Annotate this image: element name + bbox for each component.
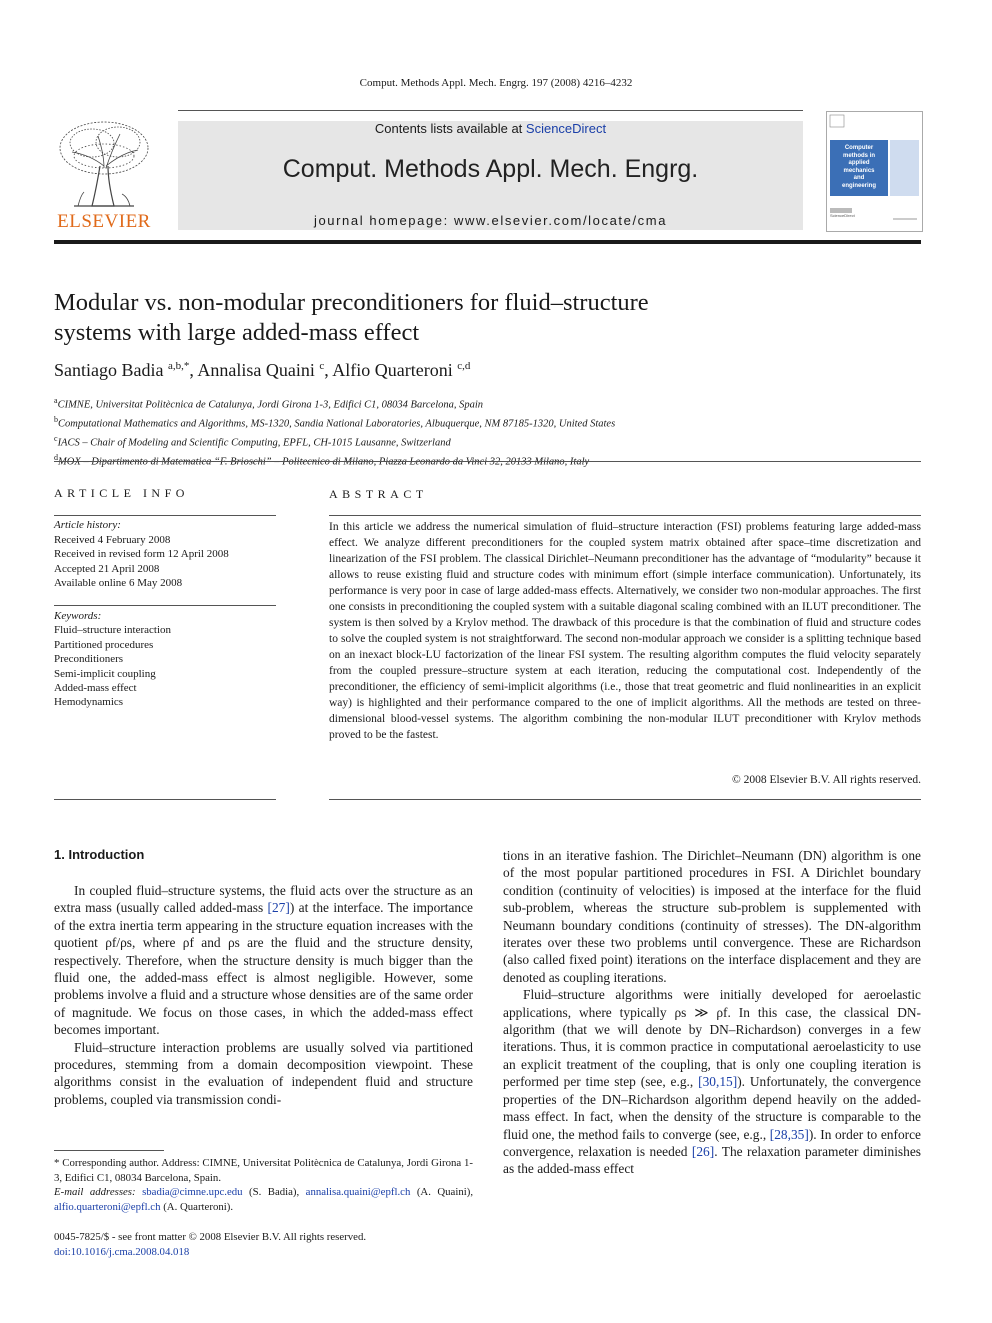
paragraph: tions in an iterative fashion. The Dirichlet–Neumann (DN) algorithm is one of the most popular partitioned procedures in FSI. A Dirichlet boundary condition (continuity of velocities) is imposed at the interface for the fluid sub-problem, whereas the structure sub-problem is supplemented with Neumann boundary conditions (continuity of stresses). The DN-algorithm iterates over these two problems until convergence. These are Richardson (also called fixed point) iterations on the interface displacement and they are denoted as coupling iterations. bbox=[503, 848, 921, 985]
running-head: Comput. Methods Appl. Mech. Engrg. 197 (2008) 4216–4232 bbox=[359, 77, 633, 89]
cover-title-line: engineering bbox=[841, 182, 876, 189]
cover-title-line: mechanics bbox=[843, 167, 875, 174]
author-affil-mark[interactable]: c,d bbox=[457, 360, 471, 372]
cover-title bbox=[830, 145, 888, 190]
history-item: Received in revised form 12 April 2008 bbox=[54, 548, 229, 560]
email-owner: (A. Quaini), bbox=[416, 1186, 474, 1198]
keywords bbox=[54, 609, 276, 710]
keyword-item: Semi-implicit coupling bbox=[54, 667, 156, 680]
affiliation-mark: b bbox=[54, 415, 58, 424]
affiliations bbox=[54, 394, 921, 470]
journal-name: Comput. Methods Appl. Mech. Engrg. bbox=[282, 155, 699, 183]
keyword-item: Hemodynamics bbox=[54, 696, 124, 709]
doi-link[interactable]: doi:10.1016/j.cma.2008.04.018 bbox=[54, 1245, 190, 1258]
divider bbox=[329, 515, 921, 516]
author-name[interactable]: Santiago Badia bbox=[54, 360, 164, 380]
author-name[interactable]: Alfio Quarteroni bbox=[332, 360, 453, 380]
abstract-heading: ABSTRACT bbox=[329, 487, 428, 501]
header-thick-rule bbox=[54, 240, 921, 244]
citation-link[interactable]: [27] bbox=[267, 900, 290, 916]
header-rule bbox=[178, 110, 803, 111]
author-affil-mark[interactable]: c bbox=[319, 360, 325, 372]
history-item: Received 4 February 2008 bbox=[54, 533, 171, 546]
affiliation-text: Computational Mathematics and Algorithms, MS-1320, Sandia National Laboratories, Albuquerque, NM 87185-1320, United States bbox=[58, 418, 616, 430]
affiliation-mark: d bbox=[54, 453, 58, 462]
citation-link[interactable]: [28,35] bbox=[769, 1126, 809, 1142]
cover-title-line: Computer bbox=[844, 145, 874, 151]
email-link[interactable]: alfio.quarteroni@epfl.ch bbox=[54, 1200, 161, 1213]
affiliation-text: CIMNE, Universitat Politècnica de Catalunya, Jordi Girona 1-3, Edifici C1, 08034 Barcelona, Spain bbox=[57, 399, 484, 411]
history-item: Available online 6 May 2008 bbox=[54, 577, 183, 589]
footnote-rule bbox=[54, 1150, 164, 1151]
affiliation-mark: a bbox=[54, 396, 58, 405]
affiliation-item bbox=[54, 432, 921, 451]
footnote bbox=[54, 1156, 473, 1214]
corresponding-author-note: * Corresponding author. Address: CIMNE, Universitat Politècnica de Catalunya, Jordi Girona 1-3, Edifici C1, 08034 Barcelona, Spain. bbox=[54, 1157, 473, 1184]
history-label: Article history: bbox=[54, 519, 121, 531]
email-link[interactable]: annalisa.quaini@epfl.ch bbox=[305, 1186, 411, 1198]
article-history bbox=[54, 518, 276, 591]
cover-title-line: applied bbox=[848, 160, 870, 166]
elsevier-wordmark: ELSEVIER bbox=[57, 211, 151, 232]
cover-badge: ScienceDirect bbox=[830, 213, 855, 218]
email-link[interactable]: sbadia@cimne.upc.edu bbox=[142, 1186, 243, 1198]
contents-line bbox=[178, 121, 803, 136]
article-title bbox=[54, 288, 754, 348]
affiliation-text: IACS – Chair of Modeling and Scientific Computing, EPFL, CH-1015 Lausanne, Switzerland bbox=[57, 437, 451, 449]
body-column-left bbox=[54, 882, 473, 1108]
contents-prefix: Contents lists available at bbox=[374, 121, 526, 136]
tree-icon bbox=[54, 118, 154, 213]
abstract-text: In this article we address the numerical simulation of fluid–structure interaction (FSI) problems featuring large added-mass effect. We analyze different preconditioners for the coupled system matrix obtained after space–time discretization and linearization of the FSI problem. The classical Dirichlet–Neumann preconditioner has the advantage of “modularity” because it allows to reuse existing fluid and structure codes with minimum effort (simple interface communication). Unfortunately, its performance is very poor in case of large added-mass effects. Alternatively, we consider two non-modular approaches. The first one consists in preconditioning the coupled system with a suitable diagonal scaling combined with an ILUT preconditioner. The system is then solved by a Krylov method. The drawback of this procedure is that the combination of fluid and structure codes to solve the coupled system is not straightforward. The second non-modular approach we consider is a splitting technique based on an inexact block-LU factorization of the linear FSI system. The resulting algorithm computes the fluid velocity separately from the coupled pressure–structure system at each iteration, reducing the computational cost. Independently of the preconditioner, the efficiency of semi-implicit algorithms (i.e., those that treat geometric and fluid nonlinearities in an explicit way) is highlighted and their performance compared to the one of implicit algorithms. All the methods are tested on three-dimensional blood-vessel systems. The algorithm combining the non-modular ILUT preconditioner with Krylov methods proved to be the fastest. bbox=[329, 521, 921, 741]
paragraph bbox=[54, 882, 473, 1039]
affiliation-text: MOX – Dipartimento di Matematica “F. Brioschi” – Politecnico di Milano, Piazza Leonardo da Vinci 32, 20133 Milano, Italy bbox=[58, 456, 590, 468]
author-list: Santiago Badia $^{a,b,*}$, Annalisa Quaini $^c$, Alfio Quarteroni $^{c,d}$ bbox=[54, 360, 471, 380]
title-line: Modular vs. non-modular preconditioners for fluid–structure bbox=[54, 289, 649, 316]
divider bbox=[329, 799, 921, 800]
keyword-item: Partitioned procedures bbox=[54, 638, 154, 651]
text-run: In coupled fluid–structure systems, the fluid acts over the structure as an extra mass (usually called added-mass bbox=[54, 883, 473, 916]
divider bbox=[54, 461, 921, 462]
front-matter-info bbox=[54, 1230, 473, 1259]
title-line: systems with large added-mass effect bbox=[54, 319, 420, 346]
keyword-item: Preconditioners bbox=[54, 653, 124, 666]
affiliation-item bbox=[54, 413, 921, 432]
text-run: ). Unfortunately, the convergence properties of the DN–Richardson algorithm depend heavily on the added-mass effect. In fact, when the density of the structure is comparable to the fluid one, the method fails to converge (see, e.g., bbox=[503, 1074, 922, 1142]
email-label: E-mail addresses: bbox=[54, 1186, 136, 1198]
text-run: . The relaxation parameter diminishes as the added-mass effect bbox=[503, 1143, 921, 1177]
divider bbox=[54, 799, 276, 800]
email-note bbox=[54, 1185, 473, 1214]
text-run: ). In order to enforce convergence, relaxation is needed bbox=[503, 1126, 921, 1159]
keyword-item: Fluid–structure interaction bbox=[54, 624, 171, 637]
abstract-copyright: © 2008 Elsevier B.V. All rights reserved. bbox=[732, 774, 921, 786]
article-info-heading: ARTICLE INFO bbox=[54, 486, 189, 500]
issn-line: 0045-7825/$ - see front matter © 2008 Elsevier B.V. All rights reserved. bbox=[54, 1231, 367, 1243]
cover-title-line: methods in bbox=[842, 152, 875, 159]
text-run: ) at the interface. The importance of the extra inertia term appearing in the structure equation increases with the quotient ρf/ρs, where ρf and ρs are the fluid and the structure density, respectively. Therefore, when the structure density is much bigger than the fluid one, the added-mass effect is almost negligible. However, some problems involve a fluid and a structure whose densities are of the same order of magnitude. We focus on those cases, in which the added-mass effect becomes important. bbox=[54, 900, 473, 1038]
citation-link[interactable]: [26] bbox=[691, 1143, 715, 1159]
section-heading: 1. Introduction bbox=[54, 847, 145, 862]
divider bbox=[54, 605, 276, 606]
history-item: Accepted 21 April 2008 bbox=[54, 562, 160, 575]
text-run: Fluid–structure algorithms were initially developed for aeroelastic applications, where typically ρs ≫ ρf. In this case, the classical DN-algorithm (that we will denote by DN–Richardson) converges in a few iterations. Thus, it is common practice in computational aeroelasticity to use an explicit treatment of the coupling, that is only one coupling iteration is performed per time step (see, e.g., bbox=[503, 987, 921, 1090]
email-owner: (A. Quarteroni). bbox=[163, 1200, 234, 1213]
author-name[interactable]: Annalisa Quaini bbox=[197, 360, 315, 380]
citation-link[interactable]: [30,15] bbox=[698, 1074, 738, 1090]
affiliation-item bbox=[54, 394, 921, 413]
cover-title-line: and bbox=[853, 175, 865, 181]
keywords-label: Keywords: bbox=[54, 610, 102, 622]
paragraph bbox=[503, 986, 921, 1177]
journal-homepage[interactable]: journal homepage: www.elsevier.com/locate/cma bbox=[313, 213, 668, 228]
sciencedirect-link[interactable]: ScienceDirect bbox=[525, 121, 607, 136]
journal-cover-thumbnail[interactable] bbox=[826, 111, 923, 232]
affiliation-mark: c bbox=[54, 434, 58, 443]
keyword-item: Added-mass effect bbox=[54, 682, 137, 695]
divider bbox=[54, 515, 276, 516]
author-affil-mark[interactable]: a,b,* bbox=[167, 360, 190, 372]
email-owner: (S. Badia), bbox=[249, 1186, 300, 1198]
paragraph: Fluid–structure interaction problems are usually solved via partitioned procedures, stemming from a domain decomposition viewpoint. These algorithms consist in the evaluation of independent fluid and structure problems, coupled via transmission condi- bbox=[54, 1039, 473, 1107]
body-column-right bbox=[503, 847, 921, 1178]
